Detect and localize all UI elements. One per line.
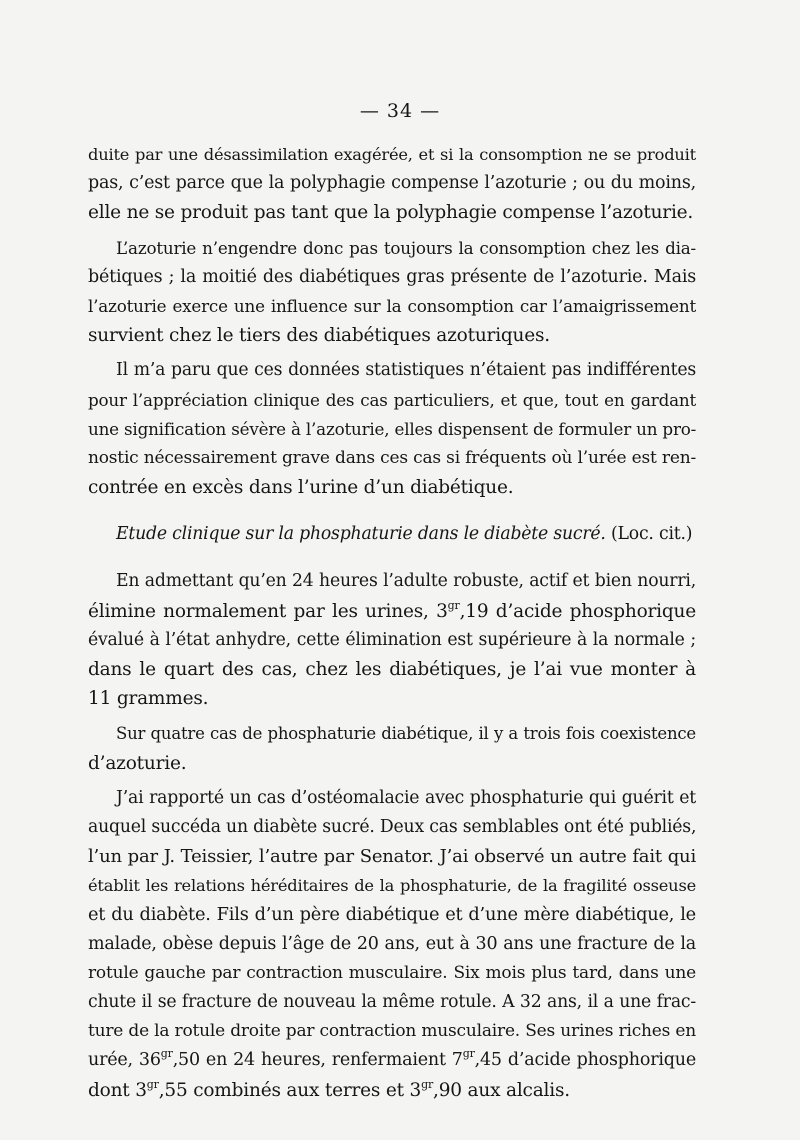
section-heading	[88, 520, 696, 549]
heading-title: Etude clinique sur la phosphaturie dans le diabète sucré.	[116, 524, 606, 545]
text-line: et du diabète. Fils d’un père diabétique et d’une mère diabétique, le	[88, 904, 696, 925]
text-line: dont $3^{gr},55$ combinés aux terres et $3^{gr},90$ aux alcalis.	[88, 1077, 570, 1101]
text-line: elle ne se produit pas tant que la polyphagie compense l’azoturie.	[88, 202, 694, 224]
paragraph-2	[88, 234, 696, 351]
text-line: En admettant qu’en 24 heures l’adulte robuste, actif et bien nourri,	[116, 571, 696, 592]
text-line: rotule gauche par contraction musculaire. Six mois plus tard, dans une	[88, 962, 696, 983]
text-line: bétiques ; la moitié des diabétiques gras présente de l’azoturie. Mais	[88, 266, 696, 287]
paragraph-1	[88, 140, 696, 228]
text-line: pas, c’est parce que la polyphagie compense l’azoturie ; ou du moins,	[88, 173, 696, 194]
text-line: nostic nécessairement grave dans ces cas si fréquents où l’urée est ren-	[88, 447, 696, 468]
text-line: ture de la rotule droite par contraction musculaire. Ses urines riches en	[88, 1021, 696, 1042]
page-number: — 34 —	[359, 100, 441, 122]
text-line: dans le quart des cas, chez les diabétiques, je l’ai vue monter à	[88, 659, 696, 680]
text-line: survient chez le tiers des diabétiques azoturiques.	[88, 325, 550, 347]
text-line: L’azoturie n’engendre donc pas toujours la consomption chez les dia-	[116, 237, 696, 258]
text-line: Sur quatre cas de phosphaturie diabétique, il y a trois fois coexistence	[116, 724, 696, 744]
text-line: établit les relations héréditaires de la phosphaturie, de la fragilité osseuse	[88, 876, 696, 896]
text-line: J’ai rapporté un cas d’ostéomalacie avec phosphaturie qui guérit et	[116, 787, 696, 808]
text-line: évalué à l’état anhydre, cette élimination est supérieure à la normale ;	[88, 629, 696, 650]
heading-citation: (Loc. cit.)	[611, 524, 693, 545]
paragraph-6	[88, 784, 696, 1105]
text-line: d’azoturie.	[88, 752, 187, 774]
paragraph-4	[88, 567, 696, 713]
text-line: l’azoturie exerce une influence sur la consomption car l’amaigrissement	[88, 295, 696, 316]
text-line: l’un par J. Teissier, l’autre par Senator. J’ai observé un autre fait qui	[88, 846, 696, 868]
text-line: une signification sévère à l’azoturie, elles dispensent de formuler un pro-	[88, 418, 697, 439]
text-line: urée, $36^{gr},50$ en 24 heures, renfermaient $7^{gr},45$ d’acide phosphorique	[88, 1047, 696, 1071]
text-line: 11 grammes.	[88, 688, 209, 710]
text-line: auquel succéda un diabète sucré. Deux cas semblables ont été publiés,	[88, 816, 697, 837]
paragraph-3	[88, 356, 696, 502]
text-line: pour l’appréciation clinique des cas particuliers, et que, tout en gardant	[88, 389, 696, 410]
text-line: chute il se fracture de nouveau la même rotule. A 32 ans, il a une frac-	[88, 992, 696, 1013]
page-body	[88, 140, 696, 1105]
text-line: duite par une désassimilation exagérée, et si la consomption ne se produit	[88, 145, 696, 164]
paragraph-5	[88, 719, 696, 777]
text-line: malade, obèse depuis l’âge de 20 ans, eut à 30 ans une fracture de la	[88, 933, 696, 954]
text-line: élimine normalement par les urines, $3^{gr},19$ d’acide phosphorique	[88, 598, 696, 622]
text-line: contrée en excès dans l’urine d’un diabétique.	[88, 477, 514, 499]
text-line: Il m’a paru que ces données statistiques n’étaient pas indifférentes	[116, 360, 696, 381]
